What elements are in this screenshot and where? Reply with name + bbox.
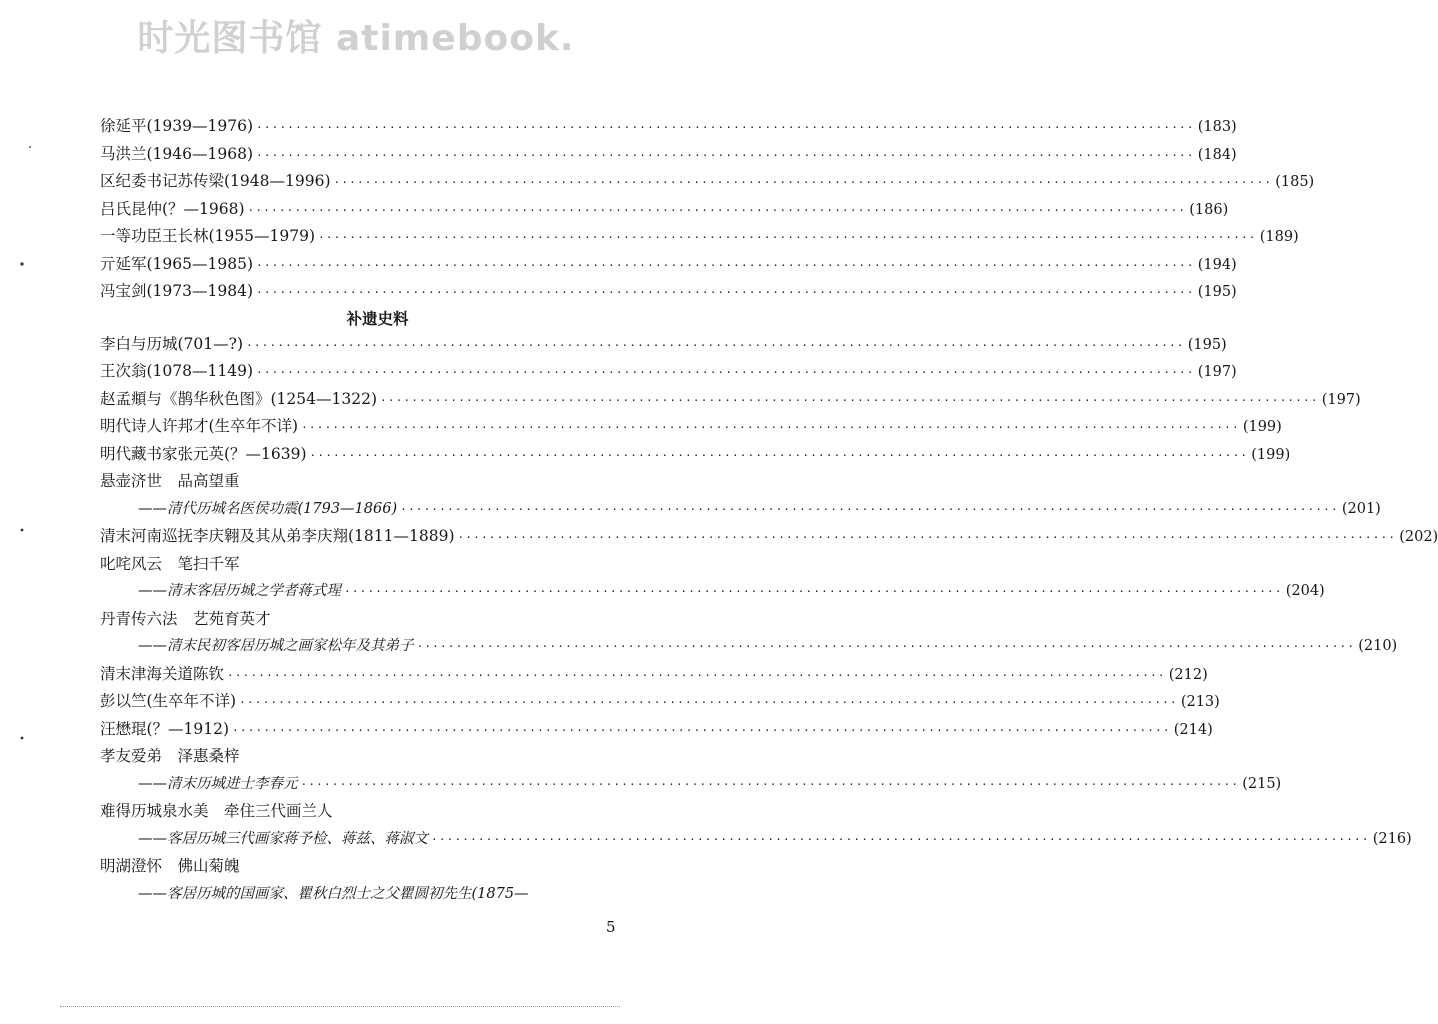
toc-entry-title: 彭以竺(生卒年不详) <box>100 692 237 710</box>
toc-entry-title: 明代诗人许邦才(生卒年不详) <box>100 417 299 435</box>
toc-subentry <box>100 882 635 910</box>
scan-speck <box>21 737 24 740</box>
toc-entry-page: (197) <box>1321 391 1361 408</box>
toc-entry-title: 一等功臣王长林(1955—1979) <box>100 227 315 245</box>
toc-entry-title: 冯宝剑(1973—1984) <box>100 282 253 300</box>
dot-leader: ························································································································ <box>232 723 1171 737</box>
toc-entry <box>100 414 1282 442</box>
toc-entry-page: (210) <box>1358 638 1398 654</box>
toc-entry <box>100 142 1237 170</box>
toc-entry-page: (197) <box>1197 364 1237 380</box>
toc-subentry <box>100 827 1412 855</box>
dot-leader: ························································································································ <box>309 448 1249 462</box>
section-heading: 补遗史料 <box>346 309 409 328</box>
toc-entry-title: ——清代历城名医侯功震(1793—1866) <box>138 500 398 517</box>
scan-speck <box>20 262 23 265</box>
toc-entry-page: (212) <box>1168 666 1208 683</box>
toc-subentry <box>100 497 1381 525</box>
toc-entry-title: ——清末民初客居历城之画家松年及其弟子 <box>138 638 414 654</box>
toc-entry <box>100 197 1229 225</box>
toc-entry-title: 赵孟頫与《鹊华秋色图》(1254—1322) <box>100 389 377 408</box>
toc-entry-title: 清末河南巡抚李庆翱及其从弟李庆翔(1811—1889) <box>100 527 455 545</box>
toc-entry <box>100 469 635 497</box>
toc-entry <box>100 524 1438 552</box>
toc-entry-title: 王次翁(1078—1149) <box>100 362 253 380</box>
toc-entry-page: (183) <box>1197 119 1237 135</box>
page-number: 5 <box>606 918 616 936</box>
toc-entry-title: 丹青传六法 艺苑育英才 <box>100 609 271 628</box>
toc-entry-page: (189) <box>1259 229 1299 245</box>
dot-leader: ························································································································ <box>457 531 1397 544</box>
toc-entry <box>100 332 1227 360</box>
toc-entry <box>100 442 1291 470</box>
toc-subentry <box>100 579 1325 607</box>
dot-leader: ························································································································ <box>247 203 1187 217</box>
toc-entry <box>100 252 1237 280</box>
toc-entry <box>100 224 1299 252</box>
table-of-contents <box>100 114 1438 909</box>
dot-leader: ························································································································ <box>416 640 1356 653</box>
toc-entry-title: 马洪兰(1946—1968) <box>100 144 253 163</box>
toc-entry-page: (186) <box>1189 201 1229 218</box>
section-heading-row <box>100 307 635 332</box>
dot-leader: ························································································································ <box>400 502 1339 516</box>
toc-entry-page: (202) <box>1399 529 1438 545</box>
toc-entry-title: 清末津海关道陈钦 <box>100 664 225 683</box>
dot-leader: ························································································································ <box>256 121 1195 134</box>
dot-leader: ························································································································ <box>318 231 1257 244</box>
toc-entry-title: 区纪委书记苏传梁(1948—1996) <box>100 172 331 190</box>
toc-entry <box>100 607 635 635</box>
toc-entry <box>100 854 635 882</box>
toc-entry-page: (184) <box>1197 146 1237 163</box>
toc-entry-page: (194) <box>1197 256 1237 273</box>
toc-entry-title: 徐延平(1939—1976) <box>100 117 253 135</box>
toc-entry-title: 李白与历城(701—?) <box>100 334 243 353</box>
dot-leader: ························································································································ <box>300 777 1240 791</box>
toc-entry <box>100 662 1208 690</box>
toc-entry-title: ——清末历城进士李春元 <box>138 775 298 792</box>
toc-entry-title: 孝友爱弟 泽惠桑梓 <box>100 747 240 765</box>
scan-edge-noise <box>60 1006 620 1008</box>
toc-entry <box>100 279 1237 307</box>
toc-entry <box>100 744 635 772</box>
dot-leader: ························································································································ <box>256 366 1195 379</box>
toc-entry-page: (216) <box>1372 830 1412 847</box>
dot-leader: ························································································································ <box>431 832 1370 846</box>
toc-entry-page: (213) <box>1180 694 1220 710</box>
dot-leader: ························································································································ <box>246 338 1185 352</box>
dot-leader: ························································································································ <box>239 696 1178 709</box>
scan-speck <box>21 529 24 532</box>
toc-entry <box>100 552 635 580</box>
toc-entry-title: ——客居历城的国画家、瞿秋白烈士之父瞿圆初先生(1875— <box>138 885 529 902</box>
toc-entry <box>100 387 1361 415</box>
toc-entry-title: 明湖澄怀 佛山菊魄 <box>100 857 240 875</box>
toc-entry-title: 汪懋琨(？—1912) <box>100 719 230 738</box>
dot-leader: ························································································································ <box>344 585 1283 598</box>
toc-entry-title: ——客居历城三代画家蒋予检、蒋兹、蒋淑文 <box>138 830 428 847</box>
dot-leader: ························································································································ <box>227 668 1166 682</box>
toc-entry <box>100 114 1237 142</box>
toc-entry <box>100 169 1315 197</box>
toc-entry-page: (199) <box>1242 419 1282 435</box>
toc-entry-title: 叱咤风云 笔扫千军 <box>100 554 240 573</box>
dot-leader: ························································································································ <box>256 258 1195 272</box>
toc-entry-page: (195) <box>1187 336 1227 353</box>
toc-entry-title: 难得历城泉水美 牵住三代画兰人 <box>100 802 333 820</box>
toc-entry-page: (214) <box>1173 721 1213 738</box>
toc-subentry <box>100 634 1398 662</box>
dot-leader: ························································································································ <box>333 176 1273 189</box>
toc-entry-title: 亓延军(1965—1985) <box>100 254 253 273</box>
toc-entry-page: (201) <box>1341 500 1381 517</box>
dot-leader: ························································································································ <box>301 421 1240 434</box>
scan-speck <box>29 146 31 148</box>
dot-leader: ························································································································ <box>256 286 1195 299</box>
toc-entry <box>100 359 1237 387</box>
toc-entry-title: 明代藏书家张元英(？—1639) <box>100 444 307 463</box>
toc-entry <box>100 799 635 827</box>
dot-leader: ························································································································ <box>380 393 1319 407</box>
toc-entry-page: (215) <box>1242 775 1282 792</box>
toc-entry-page: (204) <box>1285 583 1325 599</box>
toc-subentry <box>100 772 1282 800</box>
toc-entry-page: (199) <box>1251 446 1291 463</box>
toc-entry-page: (185) <box>1275 174 1315 190</box>
watermark: 时光图书馆 atimebook. <box>137 18 575 59</box>
dot-leader: ························································································································ <box>256 148 1195 162</box>
toc-entry-title: ——清末客居历城之学者蒋式瑆 <box>138 583 341 599</box>
toc-entry-title: 悬壶济世 品高望重 <box>100 472 240 490</box>
toc-entry <box>100 689 1220 717</box>
toc-entry-page: (195) <box>1197 284 1237 300</box>
toc-entry-title: 吕氏昆仲(？—1968) <box>100 199 245 218</box>
toc-entry <box>100 717 1213 745</box>
